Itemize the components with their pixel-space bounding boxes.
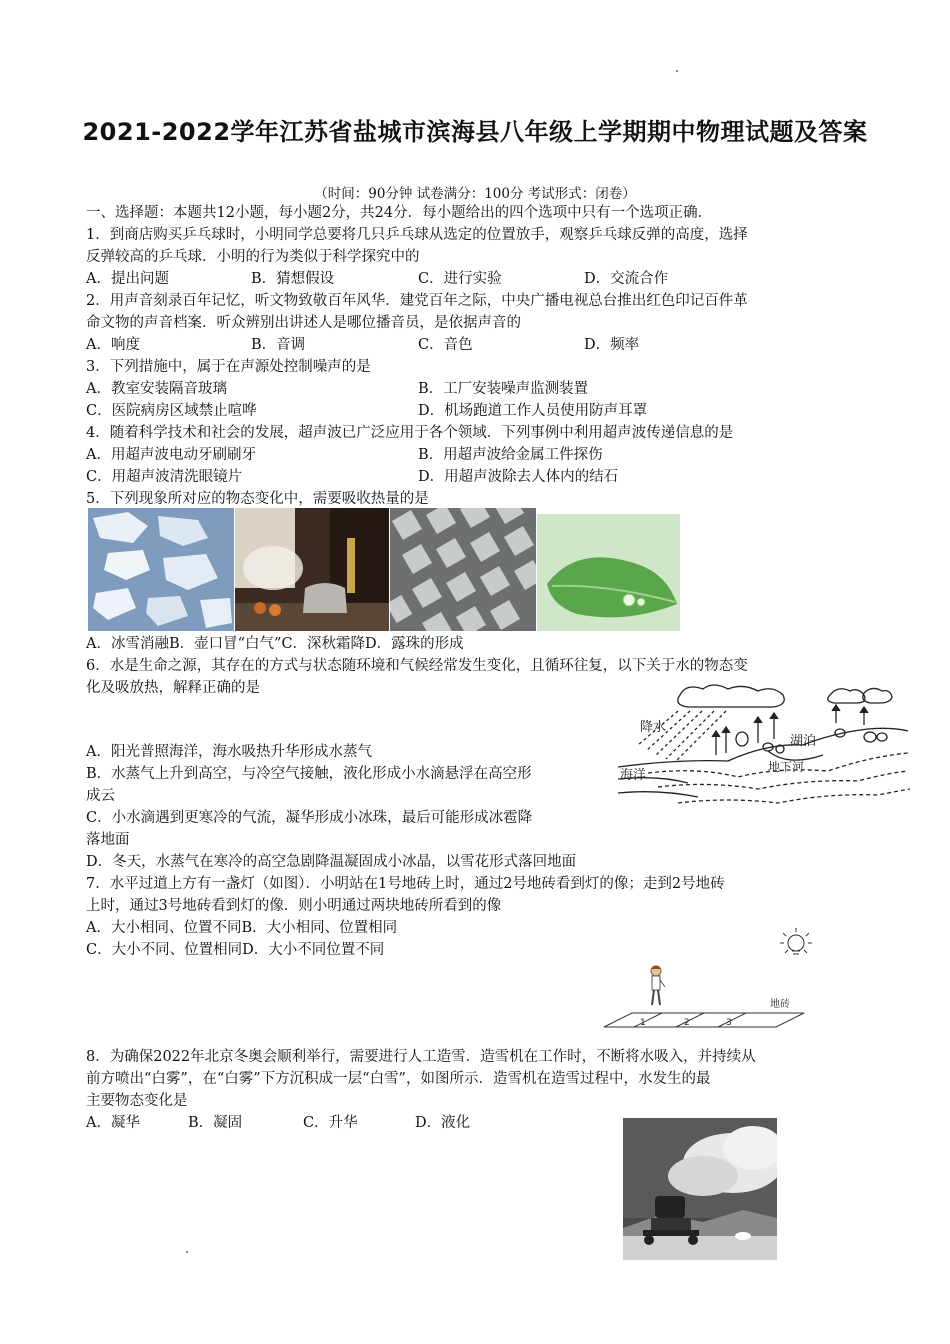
question-4-option-b: B．用超声波给金属工件探伤 [418, 447, 603, 463]
question-8-option-d: D．液化 [415, 1115, 471, 1131]
question-7-option-cd: C．大小不同、位置相同D．大小不同位置不同 [86, 942, 385, 958]
question-3-option-a: A．教室安装隔音玻璃 [86, 381, 227, 397]
question-4-option-a: A．用超声波电动牙刷刷牙 [86, 447, 256, 463]
question-8-option-c: C．升华 [303, 1115, 358, 1131]
snow-machine-photo [623, 1118, 777, 1260]
question-7-line-1: 7．水平过道上方有一盏灯（如图）．小明站在1号地砖上时，通过2号地砖看到灯的像；走到2号地砖 [86, 876, 725, 892]
question-7-option-ab: A．大小相同、位置不同B．大小相同、位置相同 [86, 920, 398, 936]
frost-photo [390, 508, 536, 631]
question-8-option-a: A．凝华 [86, 1115, 140, 1131]
question-3-option-d: D．机场跑道工作人员使用防声耳罩 [418, 403, 648, 419]
question-7-line-2: 上时，通过3号地砖看到灯的像．则小明通过两块地砖所看到的像 [86, 898, 502, 914]
question-3-option-c: C．医院病房区域禁止喧哗 [86, 403, 257, 419]
question-2-line-2: 命文物的声音档案．听众辨别出讲述人是哪位播音员，是依据声音的 [86, 315, 521, 331]
question-4-option-c: C．用超声波清洗眼镜片 [86, 469, 243, 485]
question-8-line-1: 8．为确保2022年北京冬奥会顺利举行，需要进行人工造雪．造雪机在工作时，不断将水吸入，并持续从 [86, 1049, 756, 1065]
question-2-option-d: D．频率 [584, 337, 640, 353]
question-1-option-c: C．进行实验 [418, 271, 502, 287]
question-6-option-c-cont: 落地面 [86, 832, 130, 848]
exam-info: （时间：90分钟 试卷满分：100分 考试形式：闭卷） [314, 186, 636, 202]
question-6-option-b-cont: 成云 [86, 788, 115, 804]
question-4-line-1: 4．随着科学技术和社会的发展，超声波已广泛应用于各个领域．下列事例中利用超声波传递信息的是 [86, 425, 734, 441]
question-6-option-b: B．水蒸气上升到高空，与冷空气接触，液化形成小水滴悬浮在高空形 [86, 766, 532, 782]
question-2-line-1: 2．用声音刻录百年记忆，听文物致敬百年风华．建党百年之际，中央广播电视总台推出红色印记百件革 [86, 293, 748, 309]
question-6-line-1: 6．水是生命之源，其存在的方式与状态随环境和气候经常发生变化，且循环往复，以下关于水的物态变 [86, 658, 748, 674]
label-tile-2: 2 [684, 1018, 690, 1028]
label-ocean: 海洋 [620, 768, 647, 783]
question-2-option-b: B．音调 [251, 337, 306, 353]
question-1-option-b: B．猜想假设 [251, 271, 335, 287]
question-5-line-1: 5．下列现象所对应的物态变化中，需要吸收热量的是 [86, 491, 429, 507]
question-8-option-b: B．凝固 [188, 1115, 243, 1131]
scan-mark [186, 1251, 188, 1253]
question-6-option-a: A．阳光普照海洋，海水吸热升华形成水蒸气 [86, 744, 372, 760]
page-title: 2021-2022学年江苏省盐城市滨海县八年级上学期期中物理试题及答案 [82, 118, 868, 146]
question-6-option-d: D．冬天，水蒸气在寒冷的高空急剧降温凝固成小冰晶，以雪花形式落回地面 [86, 854, 577, 870]
question-1-option-d: D．交流合作 [584, 271, 669, 287]
question-2-option-a: A．响度 [86, 337, 140, 353]
label-precipitation: 降水 [640, 720, 667, 735]
question-6-line-2: 化及吸放热，解释正确的是 [86, 680, 260, 696]
scan-mark [676, 70, 678, 72]
person-figure [651, 966, 665, 1005]
question-4-option-d: D．用超声波除去人体内的结石 [418, 469, 619, 485]
question-1-line-1: 1．到商店购买乒乓球时，小明同学总要将几只乒乓球从选定的位置放手，观察乒乓球反弹的高度，选择 [86, 227, 748, 243]
question-1-line-2: 反弹较高的乒乓球．小明的行为类似于科学探究中的 [86, 249, 420, 265]
question-2-option-c: C．音色 [418, 337, 473, 353]
dewdrop-leaf-photo [537, 514, 680, 631]
label-lake: 湖泊 [790, 734, 817, 749]
question-3-line-1: 3．下列措施中，属于在声源处控制噪声的是 [86, 359, 371, 375]
label-tile-3: 3 [726, 1018, 732, 1028]
ice-melting-photo [88, 508, 234, 631]
question-3-option-b: B．工厂安装噪声监测装置 [418, 381, 589, 397]
water-cycle-diagram [618, 683, 913, 825]
question-8-line-3: 主要物态变化是 [86, 1093, 188, 1109]
question-1-option-a: A．提出问题 [86, 271, 169, 287]
question-6-option-c: C．小水滴遇到更寒冷的气流，凝华形成小冰珠，最后可能形成冰雹降 [86, 810, 533, 826]
label-tile-1: 1 [640, 1018, 646, 1028]
question-5-options: A．冰雪消融B．壶口冒“白气”C．深秋霜降D．露珠的形成 [86, 636, 464, 652]
label-floor-tile: 地砖 [770, 999, 790, 1010]
question-8-line-2: 前方喷出“白雾”，在“白雾”下方沉积成一层“白雪”，如图所示．造雪机在造雪过程中，水发生的最 [86, 1071, 711, 1087]
kettle-steam-photo [235, 508, 389, 631]
section-heading: 一、选择题：本题共12小题，每小题2分，共24分．每小题给出的四个选项中只有一个选项正确． [86, 205, 713, 221]
label-underground-river: 地下河 [768, 760, 805, 774]
lamp-floor-tiles-diagram [600, 925, 818, 1035]
